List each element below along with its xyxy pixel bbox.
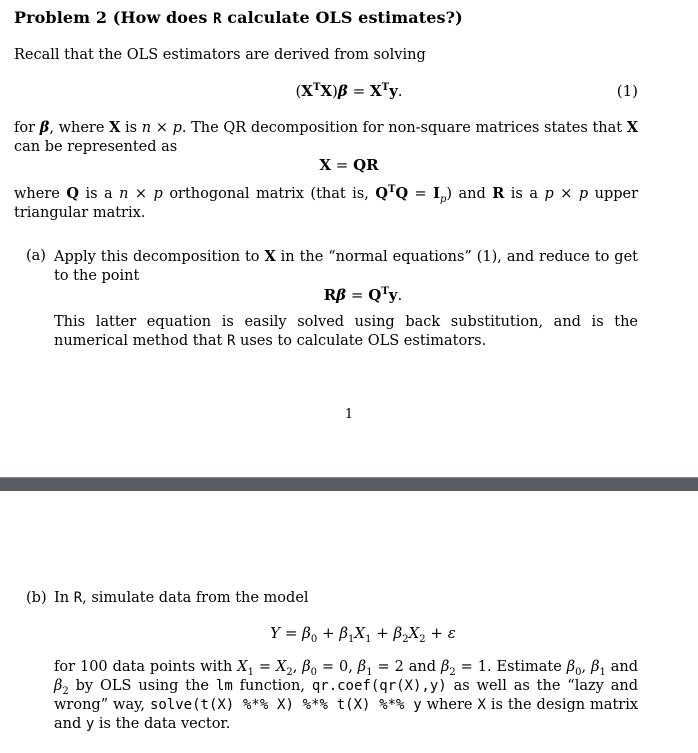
recall-text: Recall that the OLS estimators are derived from solving [14,47,426,63]
page-separator [0,477,698,492]
equation-1-number: (1) [616,82,638,100]
part-b-body [26,658,638,734]
part-a-label: (a) [26,248,46,264]
page-number: 1 [344,407,354,422]
part-b [26,589,638,608]
part-a [26,247,638,286]
part-b-intro: In R, simulate data from the model [54,590,309,606]
qr-paragraph: for β, where X is n × p. The QR decomposition for non-square matrices states that X can be represented as [14,119,638,155]
part-b-label: (b) [26,590,47,606]
orthogonal-paragraph: where Q is a n × p orthogonal matrix (that is, $Q^TQ = I_p$) and R is a p × p upper triangular matrix. [14,184,639,221]
equation-rbeta: $R\beta = Q^Ty$. [323,286,403,304]
problem-title [14,8,463,27]
part-a-followup-body: This latter equation is easily solved using back substitution, and is the numerical method that R uses to calculate OLS estimators. [54,314,638,349]
title-suffix: calculate OLS estimates?) [221,8,463,27]
equation-1: $(X^TX)\beta = X^Ty$. [295,82,403,100]
recall-paragraph [14,46,638,65]
part-a-followup [26,313,638,351]
title-prefix: Problem 2 (How does [14,8,214,27]
part-b-text: for 100 data points with $X_1 = X_2$, $\beta_0 = 0$, $\beta_1 = 2$ and $\beta_2 = 1$. Estimate $\beta_0$, $\beta_1$ and $\beta_2$ by OLS using the lm function, qr.coef(qr(X),y) as well as the “lazy and wrong” way, solve(t(X) %*% X) %*% t(X) %*% y where X is the design matrix and y is the data vector. [54,659,639,732]
page-2 [0,491,698,753]
equation-qr: X = QR [319,156,379,174]
title-r-code: R [213,11,222,27]
model-equation: $Y = \beta_0 + \beta_1X_1 + \beta_2X_2 + \varepsilon$ [270,624,456,645]
part-a-body: Apply this decomposition to X in the “normal equations” (1), and reduce to get to the point [54,248,638,284]
